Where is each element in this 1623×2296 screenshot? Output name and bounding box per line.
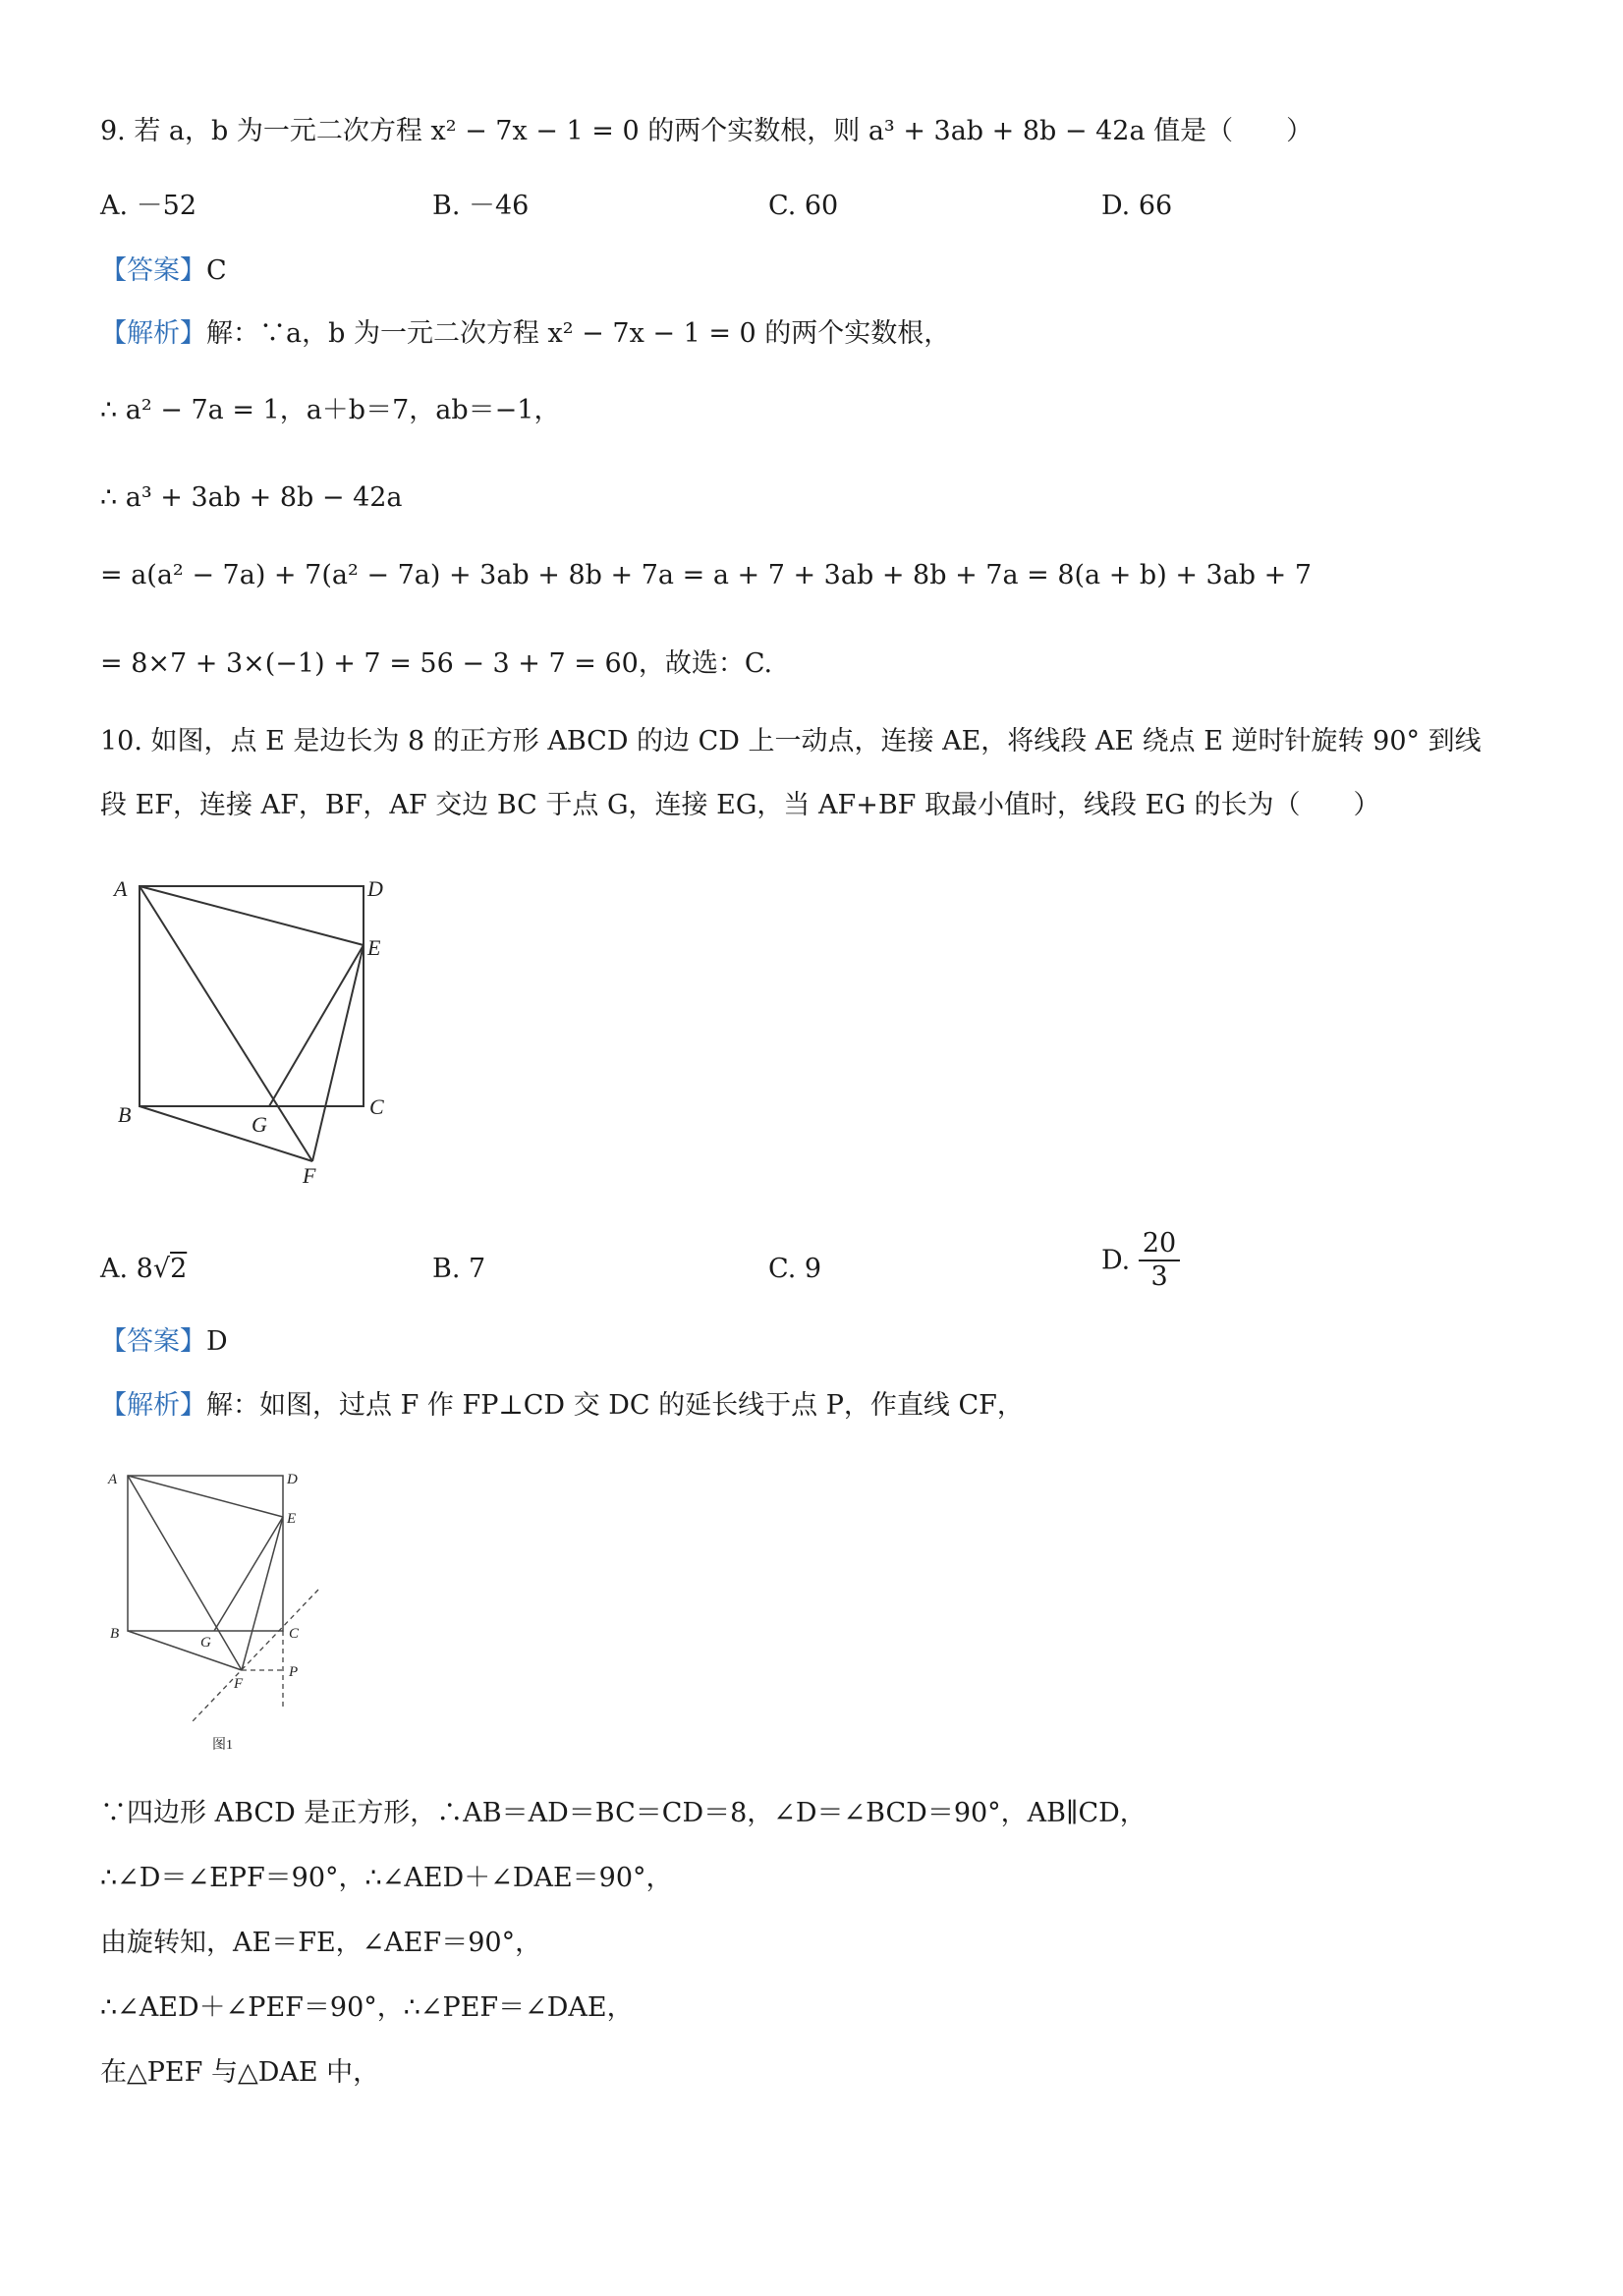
label2-a: A bbox=[108, 1472, 118, 1487]
q10-analysis-first: 解：如图，过点 F 作 FP⊥CD 交 DC 的延长线于点 P，作直线 CF， bbox=[206, 1390, 1024, 1421]
q10-option-b: B. 7 bbox=[432, 1254, 486, 1284]
q10-option-d bbox=[1101, 1228, 1180, 1293]
auxiliary-figure-svg bbox=[102, 1464, 338, 1759]
segment-ef bbox=[312, 945, 364, 1161]
label-f: F bbox=[303, 1163, 316, 1188]
q10-stem-line1: 10. 如图，点 E 是边长为 8 的正方形 ABCD 的边 CD 上一动点，连接 AE，将线段 AE 绕点 E 逆时针旋转 90° 到线 bbox=[100, 726, 1482, 756]
q10-step-3: 由旋转知，AE＝FE，∠AEF＝90°， bbox=[100, 1928, 542, 1958]
label2-g: G bbox=[200, 1635, 211, 1651]
q9-option-d: D. 66 bbox=[1101, 191, 1173, 221]
q10-option-a-radicand: 2 bbox=[170, 1254, 188, 1284]
label-c: C bbox=[369, 1094, 384, 1119]
label-g: G bbox=[252, 1112, 267, 1137]
segment-eg bbox=[269, 945, 364, 1106]
analysis-tag: 【解析】 bbox=[100, 1390, 206, 1421]
q10-option-d-fraction bbox=[1139, 1228, 1180, 1293]
q9-analysis-first: 解：∵a，b 为一元二次方程 x² − 7x − 1 = 0 的两个实数根， bbox=[206, 318, 951, 349]
fraction-denominator: 3 bbox=[1150, 1261, 1168, 1292]
q10-option-a bbox=[100, 1250, 187, 1289]
q10-step-4: ∴∠AED＋∠PEF＝90°，∴∠PEF＝∠DAE， bbox=[100, 1992, 634, 2023]
square-abcd bbox=[140, 886, 364, 1106]
segment-bf bbox=[140, 1106, 312, 1161]
q9-step-3: = a(a² − 7a) + 7(a² − 7a) + 3ab + 8b + 7a = a + 7 + 3ab + 8b + 7a = 8(a + b) + 3ab + 7 bbox=[100, 560, 1313, 590]
label2-c: C bbox=[289, 1626, 300, 1642]
segment-bf-small bbox=[128, 1631, 242, 1670]
q9-step-4: = 8×7 + 3×(−1) + 7 = 56 − 3 + 7 = 60，故选：C. bbox=[100, 648, 773, 679]
label2-f: F bbox=[234, 1676, 244, 1692]
answer-tag: 【答案】 bbox=[100, 1326, 206, 1357]
label2-e: E bbox=[287, 1511, 297, 1527]
label-d: D bbox=[367, 876, 383, 901]
label-b: B bbox=[118, 1102, 132, 1127]
q9-stem: 9. 若 a，b 为一元二次方程 x² − 7x − 1 = 0 的两个实数根，则 a³ + 3ab + 8b − 42a 值是（ ） bbox=[100, 116, 1314, 146]
q10-stem-line2: 段 EF，连接 AF，BF，AF 交边 BC 于点 G，连接 EG，当 AF+BF 取最小值时，线段 EG 的长为（ ） bbox=[100, 790, 1380, 820]
q9-answer-line bbox=[100, 252, 227, 291]
q10-figure bbox=[106, 865, 401, 1193]
q10-answer: D bbox=[206, 1326, 228, 1357]
sqrt-sign: √ bbox=[152, 1254, 171, 1284]
label2-p: P bbox=[289, 1664, 299, 1680]
answer-tag: 【答案】 bbox=[100, 255, 206, 286]
segment-ef-small bbox=[242, 1517, 283, 1670]
q10-option-c: C. 9 bbox=[768, 1254, 822, 1284]
q10-analysis-line bbox=[100, 1386, 1024, 1426]
q9-option-a: A. －52 bbox=[100, 191, 197, 221]
square-figure-svg bbox=[106, 865, 401, 1189]
segment-af-small bbox=[128, 1476, 242, 1670]
q10-figure-1 bbox=[102, 1464, 338, 1763]
segment-ae-small bbox=[128, 1476, 283, 1517]
analysis-tag: 【解析】 bbox=[100, 318, 206, 349]
q9-step-2: ∴ a³ + 3ab + 8b − 42a bbox=[100, 482, 403, 513]
q10-step-1: ∵四边形 ABCD 是正方形，∴AB＝AD＝BC＝CD＝8，∠D＝∠BCD＝90°，AB∥CD， bbox=[100, 1798, 1147, 1828]
segment-ae bbox=[140, 886, 364, 945]
segment-af bbox=[140, 886, 312, 1161]
label2-d: D bbox=[287, 1472, 298, 1487]
fraction-numerator: 20 bbox=[1139, 1228, 1180, 1261]
q10-answer-line bbox=[100, 1322, 228, 1362]
q10-step-5: 在△PEF 与△DAE 中， bbox=[100, 2057, 380, 2088]
segment-eg-small bbox=[214, 1517, 283, 1631]
q9-answer: C bbox=[206, 255, 227, 286]
q10-step-2: ∴∠D＝∠EPF＝90°，∴∠AED＋∠DAE＝90°， bbox=[100, 1863, 673, 1893]
label-a: A bbox=[114, 876, 128, 901]
label-e: E bbox=[367, 935, 381, 960]
q9-option-c: C. 60 bbox=[768, 191, 839, 221]
q9-option-b: B. －46 bbox=[432, 191, 530, 221]
q10-option-d-prefix: D. bbox=[1101, 1245, 1131, 1276]
q9-step-1: ∴ a² − 7a = 1，a＋b＝7，ab＝−1， bbox=[100, 395, 561, 425]
label2-b: B bbox=[110, 1626, 120, 1642]
q9-analysis-line bbox=[100, 314, 950, 354]
q10-option-a-prefix: A. 8 bbox=[100, 1254, 153, 1284]
line-cf-dashed bbox=[193, 1590, 318, 1721]
figure2-caption: 图1 bbox=[212, 1738, 233, 1753]
